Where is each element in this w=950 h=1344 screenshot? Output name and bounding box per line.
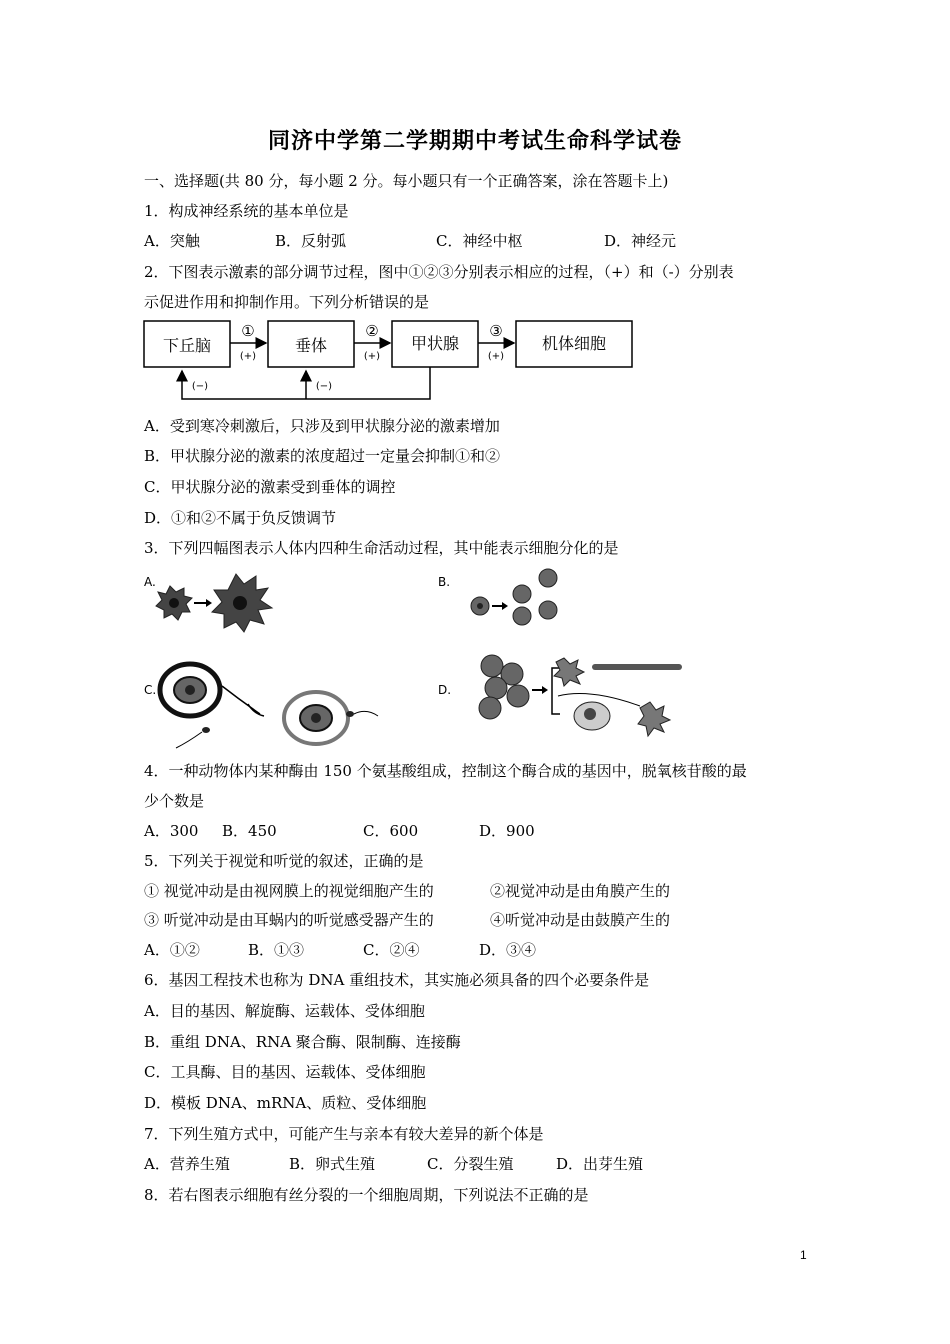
option-c: C．②④	[363, 941, 420, 959]
figure-label-d: D.	[438, 683, 452, 697]
page-title: 同济中学第二学期期中考试生命科学试卷	[267, 129, 682, 154]
question-4-stem-line2: 少个数是	[144, 792, 205, 810]
statement-4: ④听觉冲动是由鼓膜产生的	[490, 911, 671, 929]
question-5-options	[144, 940, 536, 960]
box-label: 机体细胞	[541, 334, 607, 353]
option-d: D．神经元	[604, 232, 677, 250]
box-label: 下丘脑	[162, 336, 212, 355]
statement-3: ③ 听觉冲动是由耳蜗内的听觉感受器产生的	[144, 911, 434, 929]
box-label: 垂体	[294, 336, 328, 355]
figure-label-a: A.	[144, 575, 156, 589]
figure-b	[471, 569, 557, 625]
option-b: B．①③	[248, 941, 305, 959]
option-d: D．出芽生殖	[556, 1155, 644, 1173]
question-6-option-b: B．重组 DNA、RNA 聚合酶、限制酶、连接酶	[144, 1033, 461, 1051]
question-2-stem-line1: 2．下图表示激素的部分调节过程，图中①②③分别表示相应的过程，（+）和（-）分别表	[144, 263, 734, 281]
option-a: A．300	[144, 822, 199, 840]
question-6-option-a: A．目的基因、解旋酶、运载体、受体细胞	[144, 1002, 425, 1020]
option-d: D．900	[479, 822, 535, 840]
section-heading: 一、选择题(共 80 分，每小题 2 分。每小题只有一个正确答案，涂在答题卡上)	[144, 172, 669, 190]
page-number: 1	[800, 1248, 807, 1262]
question-6-option-d: D．模板 DNA、mRNA、质粒、受体细胞	[144, 1094, 427, 1112]
question-4-options	[144, 821, 535, 841]
question-4-stem-line1: 4．一种动物体内某种酶由 150 个氨基酸组成，控制这个酶合成的基因中，脱氧核苷酸的最	[144, 762, 747, 780]
question-1-options	[144, 231, 676, 251]
option-c: C．神经中枢	[436, 232, 523, 250]
plus-label: (+)	[239, 351, 257, 362]
step-label: ③	[489, 322, 503, 340]
option-b: B．450	[222, 822, 277, 840]
option-a: A．营养生殖	[144, 1155, 230, 1173]
figure-d	[479, 655, 682, 736]
step-label: ①	[241, 322, 255, 340]
figure-label-b: B.	[438, 575, 451, 589]
box-label: 甲状腺	[410, 334, 460, 353]
option-c: C．分裂生殖	[427, 1155, 514, 1173]
question-2-option-b: B．甲状腺分泌的激素的浓度超过一定量会抑制①和②	[144, 447, 501, 465]
figure-label-c: C.	[144, 683, 157, 697]
option-a: A．①②	[144, 941, 200, 959]
statement-2: ②视觉冲动是由角膜产生的	[490, 882, 671, 900]
question-5-stem: 5．下列关于视觉和听觉的叙述，正确的是	[144, 852, 424, 870]
question-7-stem: 7．下列生殖方式中，可能产生与亲本有较大差异的新个体是	[144, 1125, 544, 1143]
question-2-option-d: D．①和②不属于负反馈调节	[144, 509, 337, 527]
option-d: D．③④	[479, 941, 537, 959]
question-3-stem: 3．下列四幅图表示人体内四种生命活动过程，其中能表示细胞分化的是	[144, 539, 619, 557]
minus-label: (−)	[315, 381, 333, 392]
question-8-stem: 8．若右图表示细胞有丝分裂的一个细胞周期，下列说法不正确的是	[144, 1186, 589, 1204]
statement-1: ① 视觉冲动是由视网膜上的视觉细胞产生的	[144, 882, 434, 900]
hormone-regulation-diagram	[140, 315, 640, 405]
figure-c	[160, 664, 378, 748]
question-5-statements-1	[144, 881, 670, 901]
question-6-stem: 6．基因工程技术也称为 DNA 重组技术，其实施必须具备的四个必要条件是	[144, 971, 650, 989]
question-2-stem-line2: 示促进作用和抑制作用。下列分析错误的是	[144, 293, 430, 311]
question-7-options	[144, 1154, 643, 1174]
plus-label: (+)	[363, 351, 381, 362]
figure-a	[156, 574, 272, 632]
option-c: C．600	[363, 822, 419, 840]
cell-process-figures	[140, 566, 700, 756]
minus-label: (−)	[191, 381, 209, 392]
question-2-option-c: C．甲状腺分泌的激素受到垂体的调控	[144, 478, 396, 496]
question-1-stem: 1．构成神经系统的基本单位是	[144, 202, 349, 220]
question-2-option-a: A．受到寒冷刺激后，只涉及到甲状腺分泌的激素增加	[144, 417, 500, 435]
option-a: A．突触	[144, 232, 200, 250]
step-label: ②	[365, 322, 379, 340]
option-b: B．反射弧	[275, 232, 347, 250]
option-b: B．卵式生殖	[289, 1155, 376, 1173]
question-6-option-c: C．工具酶、目的基因、运载体、受体细胞	[144, 1063, 426, 1081]
plus-label: (+)	[487, 351, 505, 362]
question-5-statements-2	[144, 910, 670, 930]
